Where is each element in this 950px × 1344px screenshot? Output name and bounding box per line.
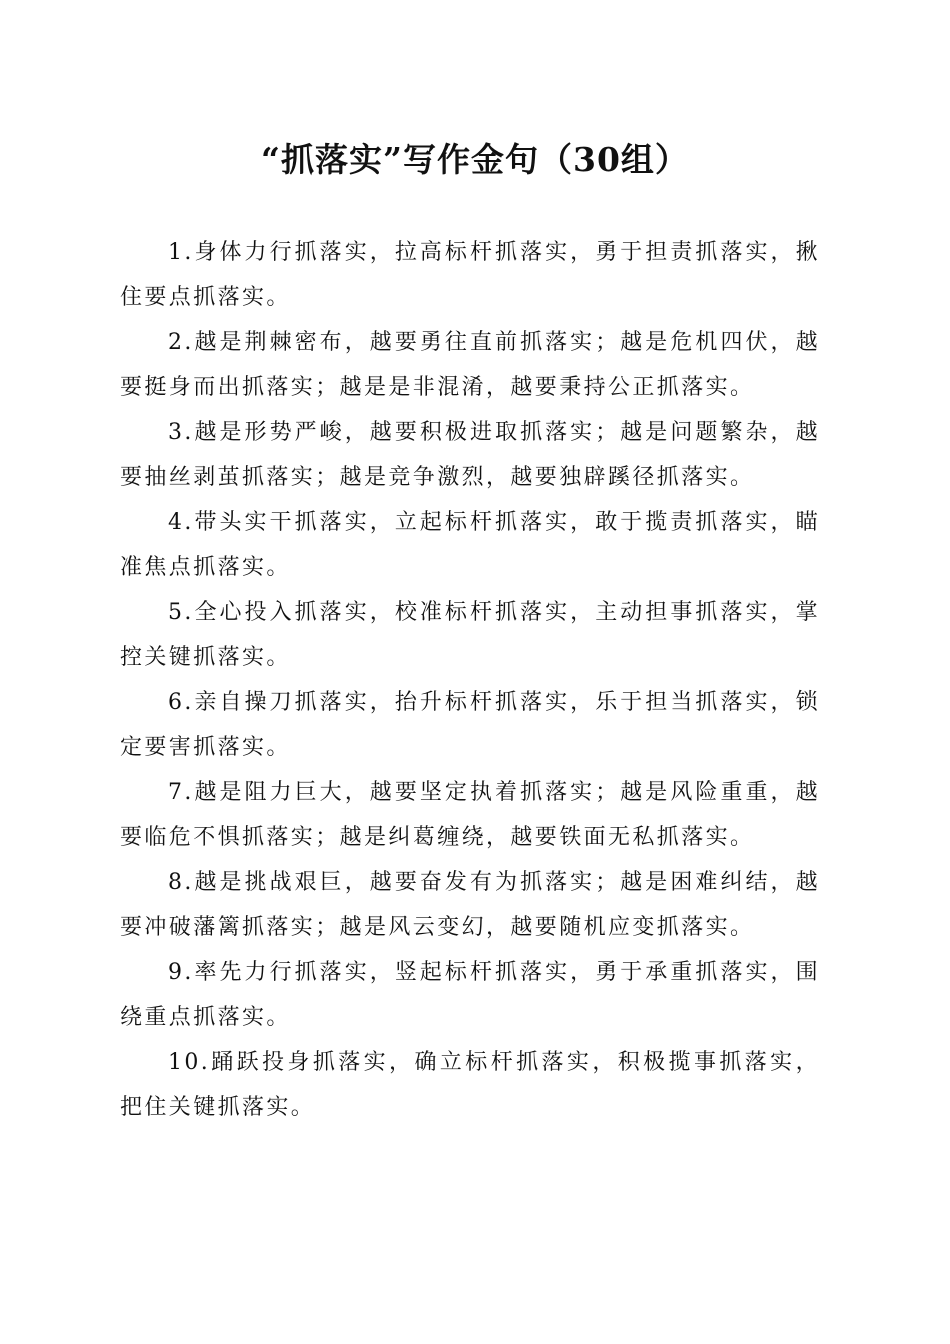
paragraph-4: 4.带头实干抓落实，立起标杆抓落实，敢于揽责抓落实，瞄准焦点抓落实。 bbox=[120, 510, 820, 580]
paragraph-3: 3.越是形势严峻，越要积极进取抓落实；越是问题繁杂，越要抽丝剥茧抓落实；越是竞争激烈，越要独辟蹊径抓落实。 bbox=[120, 420, 820, 490]
paragraph-10: 10.踊跃投身抓落实，确立标杆抓落实，积极揽事抓落实，把住关键抓落实。 bbox=[120, 1050, 820, 1120]
paragraph-8: 8.越是挑战艰巨，越要奋发有为抓落实；越是困难纠结，越要冲破藩篱抓落实；越是风云变幻，越要随机应变抓落实。 bbox=[120, 870, 820, 940]
paragraph-7: 7.越是阻力巨大，越要坚定执着抓落实；越是风险重重，越要临危不惧抓落实；越是纠葛缠绕，越要铁面无私抓落实。 bbox=[120, 780, 820, 850]
document-body bbox=[120, 230, 820, 1130]
paragraph-1: 1.身体力行抓落实，拉高标杆抓落实，勇于担责抓落实，揪住要点抓落实。 bbox=[120, 240, 820, 310]
document-title: “抓落实”写作金句（30组） bbox=[261, 140, 689, 179]
paragraph-2: 2.越是荆棘密布，越要勇往直前抓落实；越是危机四伏，越要挺身而出抓落实；越是是非混淆，越要秉持公正抓落实。 bbox=[120, 330, 820, 400]
paragraph-6: 6.亲自操刀抓落实，抬升标杆抓落实，乐于担当抓落实，锁定要害抓落实。 bbox=[120, 690, 820, 760]
paragraph-9: 9.率先力行抓落实，竖起标杆抓落实，勇于承重抓落实，围绕重点抓落实。 bbox=[120, 960, 820, 1030]
paragraph-5: 5.全心投入抓落实，校准标杆抓落实，主动担事抓落实，掌控关键抓落实。 bbox=[120, 600, 820, 670]
